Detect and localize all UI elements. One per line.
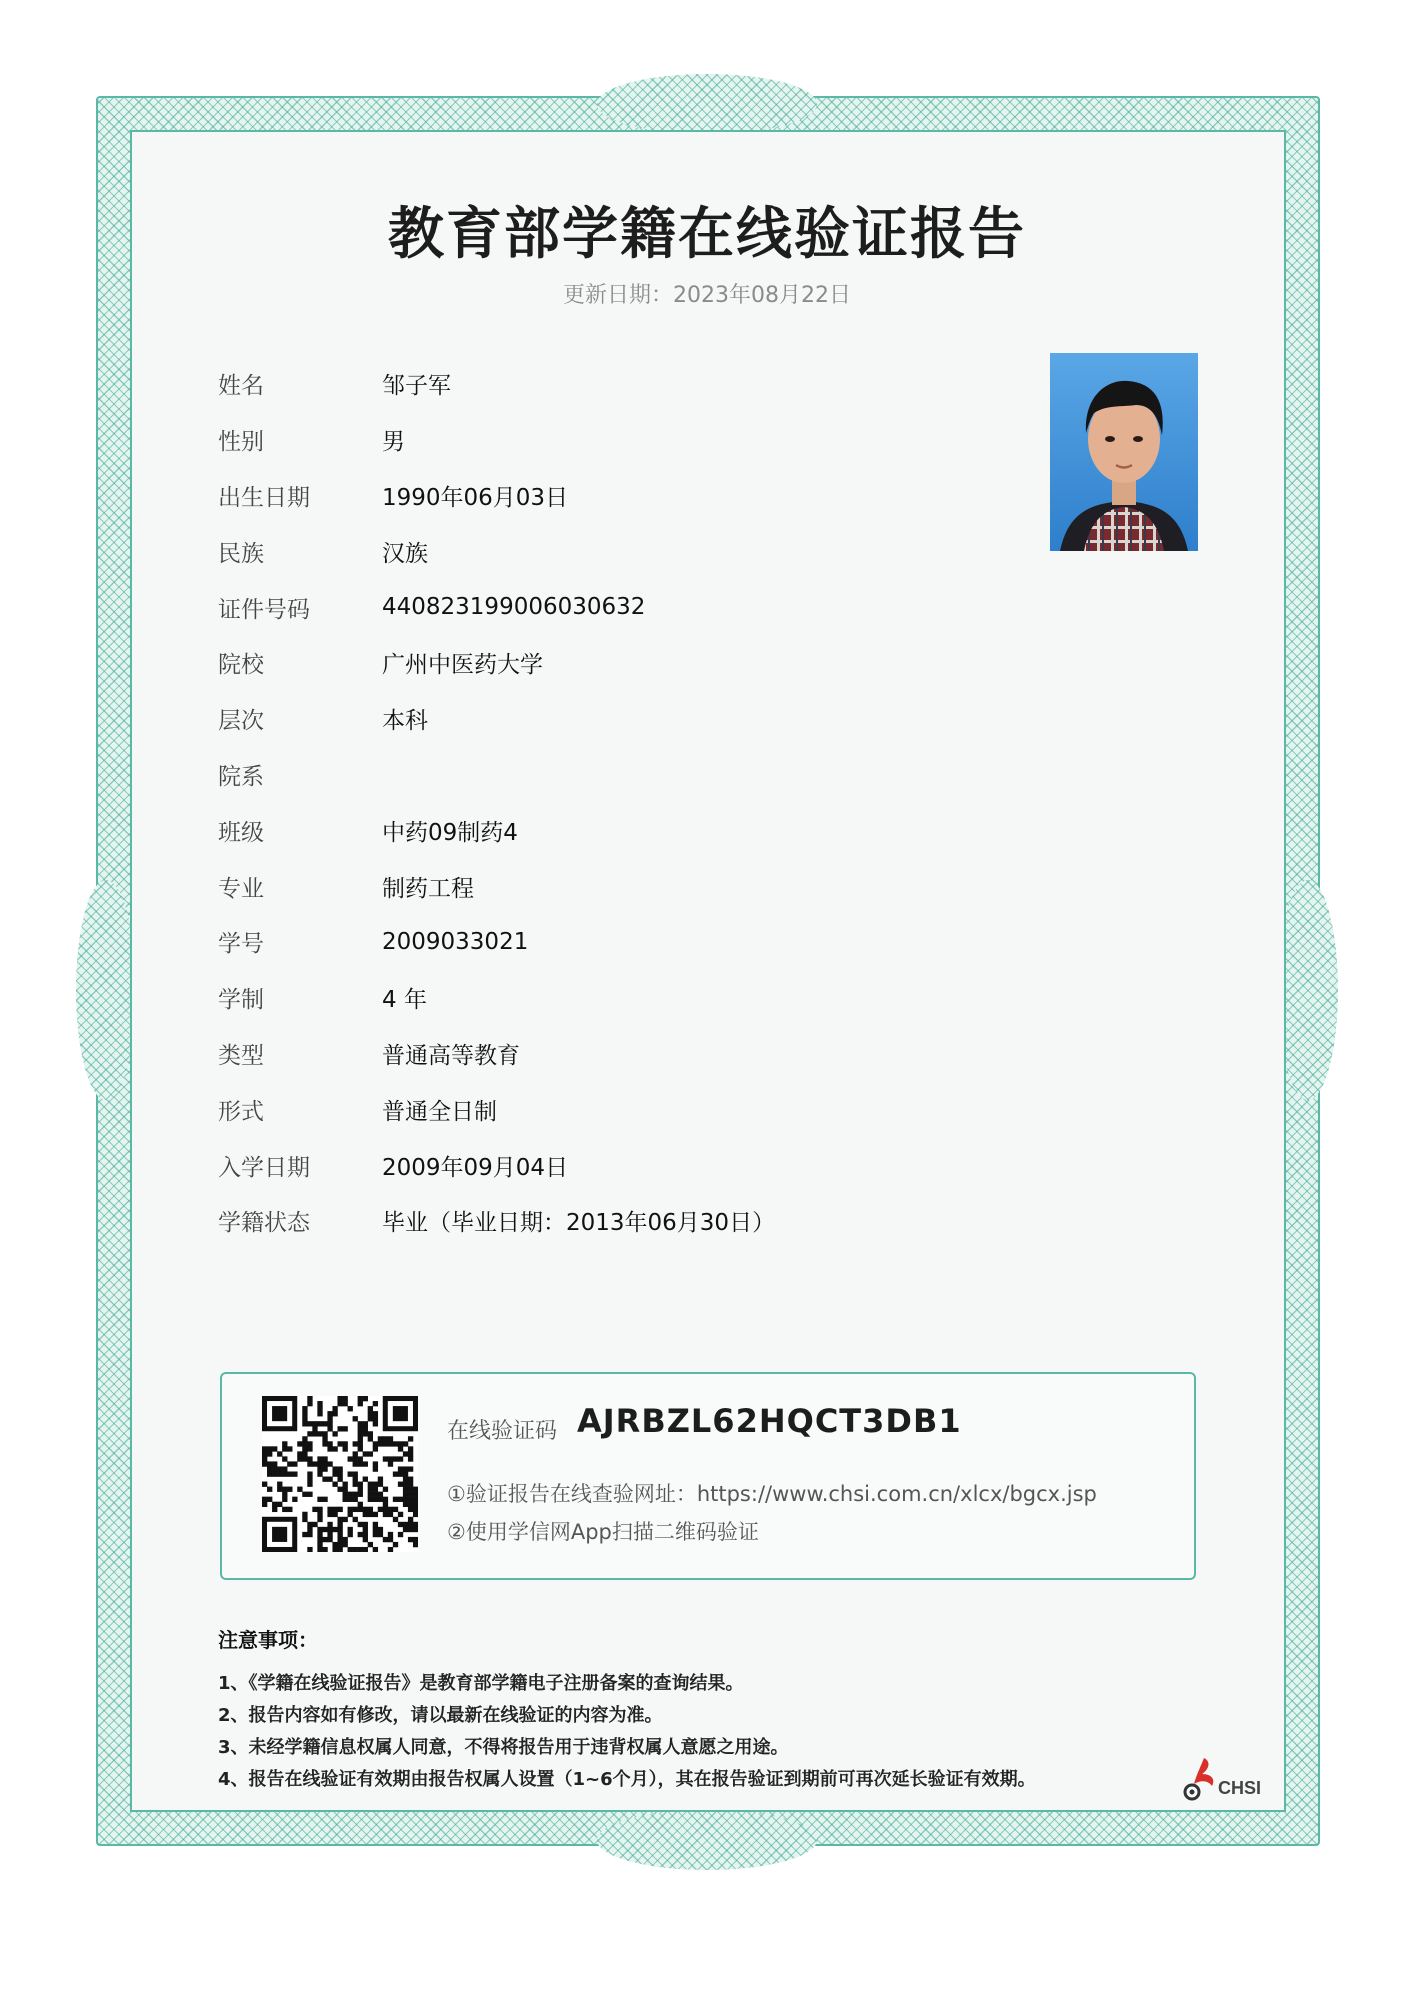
border-ornament-left: [76, 880, 136, 1100]
verification-code-label: 在线验证码: [447, 1419, 558, 1444]
field-row: [218, 468, 1118, 524]
report-title: 教育部学籍在线验证报告: [388, 202, 1026, 267]
qr-code[interactable]: [262, 1396, 418, 1556]
field-row: [218, 691, 1118, 747]
field-row: [218, 412, 1118, 468]
field-label: 专业: [218, 875, 264, 902]
field-row: [218, 747, 1118, 803]
verify-app-tip: ②使用学信网App扫描二维码验证: [447, 1520, 759, 1544]
student-info-list: [218, 356, 1118, 1249]
note-item: 1、《学籍在线验证报告》是教育部学籍电子注册备案的查询结果。: [218, 1673, 744, 1694]
note-item: 4、报告在线验证有效期由报告权属人设置（1~6个月），其在报告验证到期前可再次延长验证有效期。: [218, 1769, 1036, 1790]
verification-code: AJRBZL62HQCT3DB1: [577, 1402, 962, 1440]
field-value: 1990年06月03日: [382, 484, 569, 511]
field-row: [218, 523, 1118, 579]
field-label: 院校: [218, 652, 264, 679]
field-row: [218, 635, 1118, 691]
field-value: 4 年: [382, 987, 427, 1014]
field-row: [218, 1193, 1118, 1249]
notes-list: [218, 1668, 1118, 1796]
field-label: 层次: [218, 708, 264, 735]
field-value: 440823199006030632: [382, 594, 646, 621]
field-label: 入学日期: [218, 1154, 310, 1181]
field-row: [218, 356, 1118, 412]
field-label: 学籍状态: [218, 1210, 310, 1237]
border-ornament-bottom: [597, 1810, 817, 1870]
field-row: [218, 579, 1118, 635]
chsi-logo-text: CHSI: [1218, 1778, 1262, 1798]
field-label: 类型: [218, 1042, 264, 1069]
field-value: 普通高等教育: [382, 1042, 520, 1069]
field-label: 学号: [218, 931, 264, 958]
update-date: 更新日期：2023年08月22日: [563, 283, 851, 308]
field-row: [218, 1137, 1118, 1193]
field-value: 普通全日制: [382, 1098, 497, 1125]
student-photo: [1050, 353, 1198, 551]
field-value: 邹子军: [382, 373, 451, 400]
field-value: 制药工程: [382, 875, 474, 902]
field-label: 形式: [218, 1098, 264, 1125]
note-item: 3、未经学籍信息权属人同意，不得将报告用于违背权属人意愿之用途。: [218, 1737, 789, 1758]
field-label: 出生日期: [218, 484, 310, 511]
field-value: 中药09制药4: [382, 819, 518, 846]
field-row: [218, 802, 1118, 858]
border-ornament-top: [597, 74, 817, 134]
field-label: 班级: [218, 819, 264, 846]
note-item: 2、报告内容如有修改，请以最新在线验证的内容为准。: [218, 1705, 663, 1726]
field-value: 汉族: [382, 540, 428, 567]
field-row: [218, 914, 1118, 970]
field-label: 性别: [218, 429, 264, 456]
notes-title: 注意事项：: [218, 1628, 318, 1652]
chsi-bird-icon: [1182, 1756, 1222, 1802]
field-value: 本科: [382, 708, 428, 735]
border-ornament-right: [1278, 880, 1338, 1100]
online-verification-box: [220, 1372, 1196, 1580]
chsi-logo: [1182, 1756, 1272, 1806]
field-value: 毕业（毕业日期：2013年06月30日）: [382, 1210, 776, 1237]
field-row: [218, 858, 1118, 914]
field-value: 广州中医药大学: [382, 652, 543, 679]
field-label: 证件号码: [218, 596, 310, 623]
field-label: 民族: [218, 540, 264, 567]
field-label: 院系: [218, 763, 264, 790]
verify-url-tip: ①验证报告在线查验网址：https://www.chsi.com.cn/xlcx/bgcx.jsp: [447, 1482, 1097, 1506]
field-row: [218, 1081, 1118, 1137]
field-value: 2009年09月04日: [382, 1154, 569, 1181]
field-value: 2009033021: [382, 928, 529, 955]
field-label: 姓名: [218, 373, 264, 400]
field-row: [218, 1026, 1118, 1082]
field-label: 学制: [218, 987, 264, 1014]
field-value: 男: [382, 429, 405, 456]
field-row: [218, 970, 1118, 1026]
